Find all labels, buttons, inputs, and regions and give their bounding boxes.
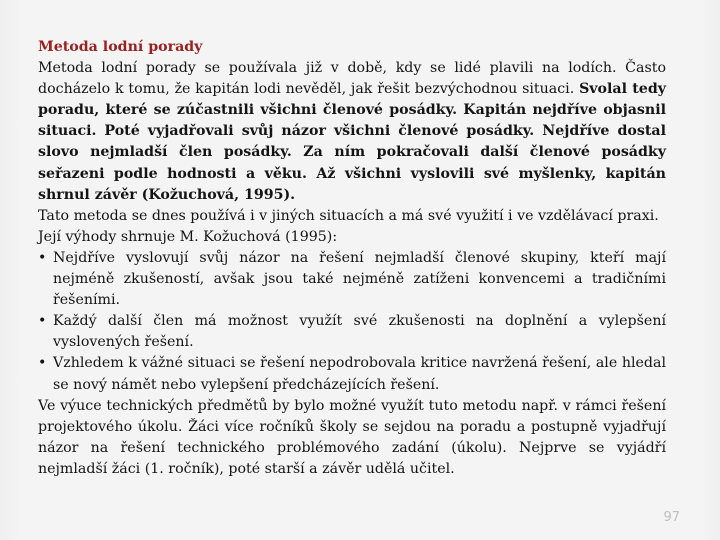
content-area [38,37,666,480]
intro-bold-text: Svolal tedy poradu, které se zúčastnili všichni členové posádky. Kapitán nejdříve objasnil situaci. Poté vyjadřovali svůj názor všichni členové posádky. Nejdříve dostal slovo nejmladší člen posádky. Za ním pokračovali další členové posádky seřazeni podle hodnosti a věku. Až všichni vyslovili své myšlenky, kapitán shrnul závěr (Kožuchová, 1995). [38,81,666,203]
list-item-text: Vzhledem k vážné situaci se řešení nepodrobovala kritice navržená řešení, ale hledal se nový námět nebo vylepšení předcházejících řešení. [53,355,666,393]
application-paragraph: Ve výuce technických předmětů by bylo možné využít tuto metodu např. v rámci řešení projektového úkolu. Žáci více ročníků školy se sejdou na poradu a postupně vyjadřují názor na řešení technického problémového zadání (úkolu). Nejprve se vyjádří nejmladší žáci (1. ročník), poté starší a závěr udělá učitel. [38,397,666,477]
list-item [38,353,666,395]
advantages-intro: Její výhody shrnuje M. Kožuchová (1995): [38,228,338,245]
list-item-text: Nejdříve vyslovují svůj názor na řešení nejmladší členové skupiny, kteří mají nejméně zkušeností, avšak jsou také nejméně zatíženi konvencemi a tradičními řešeními. [53,249,666,309]
intro-paragraph [38,58,666,206]
list-item [38,311,666,353]
advantages-list [38,248,666,396]
section-title: Metoda lodní porady [38,39,203,55]
bullet-icon: • [38,313,47,330]
list-item-text: Každý další člen má možnost využít své zkušenosti na doplnění a vylepšení vyslovených řešení. [53,313,666,351]
intro-text: Metoda lodní porady se používala již v době, kdy se lidé plavili na lodích. Často docházelo k tomu, že kapitán lodi nevěděl, jak řešit bezvýchodnou situaci. [38,60,666,98]
bullet-icon: • [38,249,47,266]
usage-paragraph: Tato metoda se dnes používá i v jiných situacích a má své využití i ve vzdělávací praxi. [38,207,659,224]
list-item [38,248,666,311]
page-number: 97 [663,510,680,525]
bullet-icon: • [38,355,47,372]
